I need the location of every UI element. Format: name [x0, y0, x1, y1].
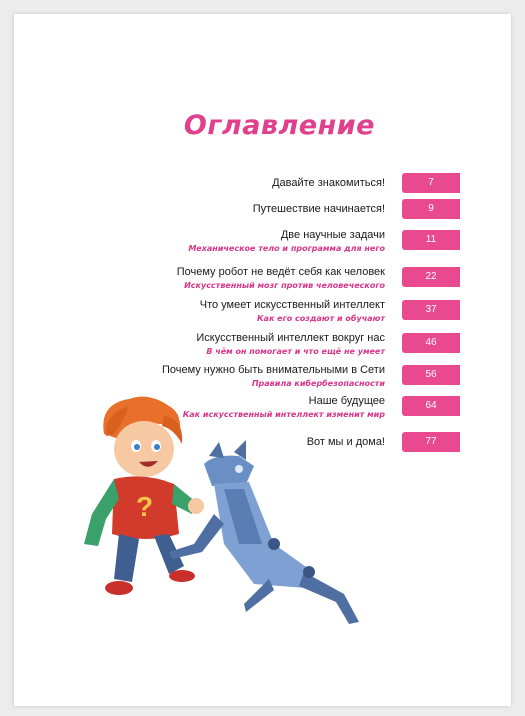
- toc-entry-title: Путешествие начинается!: [252, 203, 385, 215]
- toc-entry-text: [177, 265, 385, 291]
- toc-entry-subtitle: Как его создают и обучают: [257, 314, 385, 323]
- page-number-tab[interactable]: 11: [402, 230, 460, 250]
- toc-entry-title: Наше будущее: [308, 395, 385, 407]
- page-number-tab[interactable]: 9: [402, 199, 460, 219]
- page-number-tab[interactable]: 77: [402, 432, 460, 452]
- toc-entry-subtitle: Механическое тело и программа для него: [188, 244, 385, 253]
- toc-entry[interactable]: [14, 363, 511, 393]
- toc-entry-subtitle: Как искусственный интеллект изменит мир: [182, 410, 385, 419]
- page-number-tab[interactable]: 7: [402, 173, 460, 193]
- toc-entry-title: Что умеет искусственный интеллект: [199, 299, 385, 311]
- toc-entry-subtitle: Правила кибербезопасности: [251, 379, 385, 388]
- page-number-tab[interactable]: 56: [402, 365, 460, 385]
- toc-entry-text: [253, 202, 385, 216]
- toc-entry-title: Вот мы и дома!: [306, 436, 385, 448]
- toc-entry[interactable]: [14, 197, 511, 227]
- page-number-tab[interactable]: 37: [402, 300, 460, 320]
- toc-title: Оглавление: [183, 110, 375, 141]
- toc-entry-text: [162, 363, 385, 389]
- toc-entry[interactable]: [14, 265, 511, 295]
- toc-entry[interactable]: [14, 331, 511, 361]
- toc-entry-subtitle: В чём он помогает и что ещё не умеет: [206, 347, 385, 356]
- toc-entry-subtitle: Искусственный мозг против человеческого: [184, 281, 385, 290]
- toc-entry-text: [272, 176, 385, 190]
- toc-entry-text: [200, 298, 385, 324]
- toc-entry-title: Почему нужно быть внимательными в Сети: [161, 364, 385, 376]
- robot-dog-icon: [169, 440, 359, 624]
- toc-entry-text: [188, 228, 385, 254]
- toc-entry-title: Искусственный интеллект вокруг нас: [196, 332, 385, 344]
- page-number-tab[interactable]: 22: [402, 267, 460, 287]
- toc-entry-title: Почему робот не ведёт себя как человек: [176, 266, 385, 278]
- toc-entry-title: Две научные задачи: [280, 229, 385, 241]
- svg-text:?: ?: [136, 491, 154, 522]
- page-number-tab[interactable]: 64: [402, 396, 460, 416]
- illustration: [74, 394, 364, 634]
- toc-entry[interactable]: [14, 228, 511, 258]
- boy-character-icon: [84, 397, 204, 595]
- page-number-tab[interactable]: 46: [402, 333, 460, 353]
- toc-entry-text: [196, 331, 385, 357]
- toc-entry[interactable]: [14, 298, 511, 328]
- book-page: [14, 14, 511, 706]
- toc-entry-title: Давайте знакомиться!: [272, 177, 385, 189]
